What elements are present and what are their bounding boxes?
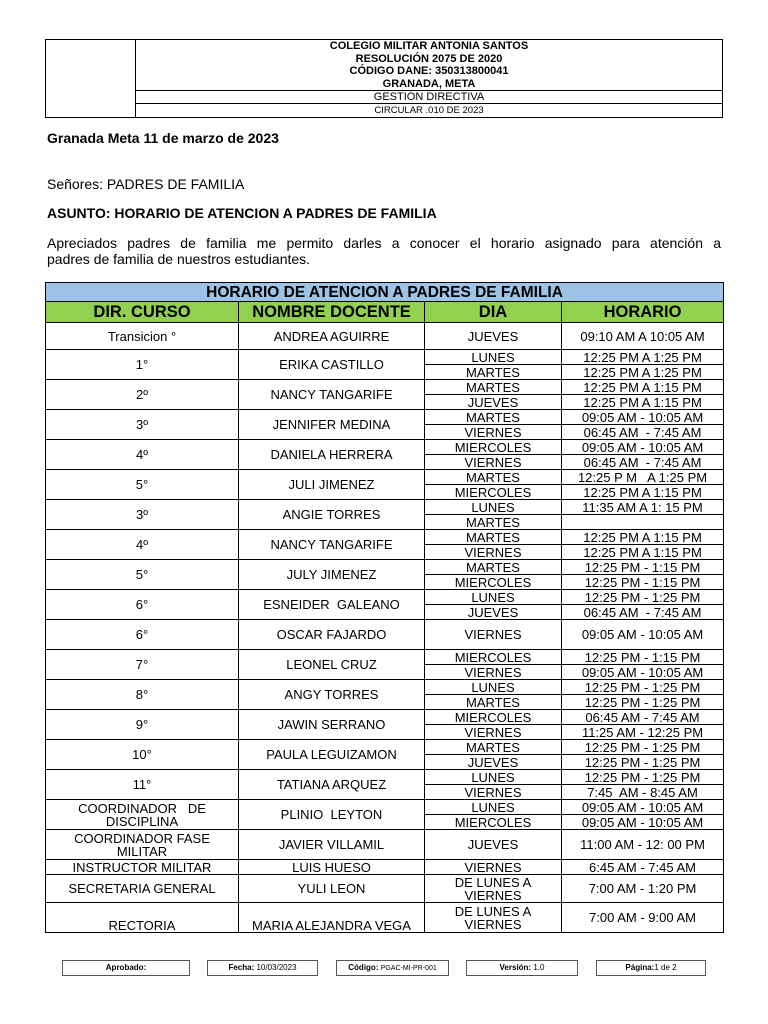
table-row — [46, 875, 724, 903]
cell-horario: 06:45 AM - 7:45 AM — [562, 455, 724, 470]
table-title-row — [46, 283, 724, 302]
cell-docente: PLINIO LEYTON — [239, 800, 425, 830]
cell-curso: COORDINADOR FASE MILITAR — [46, 830, 239, 860]
cell-curso: 10° — [46, 740, 239, 770]
cell-dia: VIERNES — [425, 860, 562, 875]
cell-curso: RECTORIA — [46, 903, 239, 933]
table-row — [46, 470, 724, 485]
column-header-dia: DIA — [425, 302, 562, 323]
table-row — [46, 710, 724, 725]
cell-horario: 7:00 AM - 1:20 PM — [562, 875, 724, 903]
page-box — [596, 960, 706, 976]
date-value: 10/03/2023 — [256, 963, 297, 972]
cell-docente: ESNEIDER GALEANO — [239, 590, 425, 620]
cell-dia: JUEVES — [425, 395, 562, 410]
circular-number: CIRCULAR .010 DE 2023 — [374, 105, 484, 116]
cell-dia: MARTES — [425, 470, 562, 485]
cell-dia: VIERNES — [425, 545, 562, 560]
cell-dia: LUNES — [425, 350, 562, 365]
city: GRANADA, META — [382, 77, 476, 90]
cell-dia: JUEVES — [425, 830, 562, 860]
cell-curso: 3º — [46, 500, 239, 530]
intro-paragraph — [47, 236, 721, 267]
cell-dia: MIERCOLES — [425, 710, 562, 725]
table-header-row — [46, 302, 724, 323]
cell-horario: 11:35 AM A 1: 15 PM — [562, 500, 724, 515]
cell-horario: 12:25 PM A 1:25 PM — [562, 365, 724, 380]
paragraph-line: Apreciados padres de familia me permito darles a conocer el horario asignado para atención a — [47, 235, 721, 251]
table-row — [46, 590, 724, 605]
cell-dia: MIERCOLES — [425, 650, 562, 665]
table-row — [46, 530, 724, 545]
table-row — [46, 860, 724, 875]
cell-horario: 12:25 PM - 1:25 PM — [562, 590, 724, 605]
cell-horario: 12:25 PM A 1:15 PM — [562, 485, 724, 500]
cell-curso: 11° — [46, 770, 239, 800]
cell-horario: 09:05 AM - 10:05 AM — [562, 410, 724, 425]
table-title: HORARIO DE ATENCION A PADRES DE FAMILIA — [46, 283, 724, 302]
column-header-docente: NOMBRE DOCENTE — [239, 302, 425, 323]
cell-docente: YULI LEON — [239, 875, 425, 903]
cell-docente: ERIKA CASTILLO — [239, 350, 425, 380]
schedule-table — [45, 282, 724, 933]
cell-dia: VIERNES — [425, 620, 562, 650]
cell-dia: LUNES — [425, 590, 562, 605]
cell-horario: 12:25 PM - 1:25 PM — [562, 680, 724, 695]
cell-curso: SECRETARIA GENERAL — [46, 875, 239, 903]
cell-horario: 7:45 AM - 8:45 AM — [562, 785, 724, 800]
cell-docente: JAVIER VILLAMIL — [239, 830, 425, 860]
cell-horario: 09:05 AM - 10:05 AM — [562, 620, 724, 650]
cell-curso: 6° — [46, 620, 239, 650]
cell-curso: 7° — [46, 650, 239, 680]
cell-horario: 12:25 PM A 1:15 PM — [562, 530, 724, 545]
cell-dia: MARTES — [425, 365, 562, 380]
cell-curso: COORDINADOR DE DISCIPLINA — [46, 800, 239, 830]
cell-dia: VIERNES — [425, 725, 562, 740]
table-row — [46, 650, 724, 665]
cell-dia: LUNES — [425, 800, 562, 815]
approved-label: Aprobado: — [105, 963, 147, 972]
date-label: Fecha: — [228, 963, 255, 972]
table-row — [46, 830, 724, 860]
cell-dia: MARTES — [425, 740, 562, 755]
cell-docente: LEONEL CRUZ — [239, 650, 425, 680]
subject-line: ASUNTO: HORARIO DE ATENCION A PADRES DE FAMILIA — [47, 205, 437, 221]
cell-curso: INSTRUCTOR MILITAR — [46, 860, 239, 875]
table-row — [46, 350, 724, 365]
cell-docente: MARIA ALEJANDRA VEGA — [239, 903, 425, 933]
cell-dia: MARTES — [425, 695, 562, 710]
table-row — [46, 440, 724, 455]
column-header-horario: HORARIO — [562, 302, 724, 323]
cell-horario: 12:25 PM A 1:25 PM — [562, 350, 724, 365]
cell-curso: 1° — [46, 350, 239, 380]
cell-curso: 2º — [46, 380, 239, 410]
cell-curso: 9° — [46, 710, 239, 740]
cell-horario: 12:25 PM - 1:25 PM — [562, 740, 724, 755]
version-label: Versión: — [499, 963, 532, 972]
table-row — [46, 740, 724, 755]
cell-dia: LUNES — [425, 500, 562, 515]
cell-horario: 12:25 PM A 1:15 PM — [562, 395, 724, 410]
page-label: Página: — [625, 963, 655, 972]
cell-docente: ANDREA AGUIRRE — [239, 323, 425, 350]
cell-dia: JUEVES — [425, 755, 562, 770]
cell-dia: LUNES — [425, 680, 562, 695]
cell-horario: 06:45 AM - 7:45 AM — [562, 605, 724, 620]
cell-dia: MIERCOLES — [425, 440, 562, 455]
paragraph-line: padres de familia de nuestros estudiantes. — [47, 250, 311, 267]
cell-docente: OSCAR FAJARDO — [239, 620, 425, 650]
code-value: PGAC-MI-PR-001 — [380, 965, 437, 972]
table-row — [46, 620, 724, 650]
cell-horario: 11:00 AM - 12: 00 PM — [562, 830, 724, 860]
schedule-body — [46, 323, 724, 933]
cell-horario: 12:25 P M A 1:25 PM — [562, 470, 724, 485]
cell-dia: DE LUNES A VIERNES — [425, 875, 562, 903]
cell-horario: 09:05 AM - 10:05 AM — [562, 665, 724, 680]
cell-horario: 12:25 PM - 1:15 PM — [562, 650, 724, 665]
cell-horario: 12:25 PM - 1:25 PM — [562, 755, 724, 770]
cell-dia: VIERNES — [425, 665, 562, 680]
cell-horario: 06:45 AM - 7:45 AM — [562, 425, 724, 440]
cell-docente: ANGY TORRES — [239, 680, 425, 710]
date-line: Granada Meta 11 de marzo de 2023 — [47, 130, 279, 146]
cell-horario: 12:25 PM A 1:15 PM — [562, 545, 724, 560]
document-header — [45, 39, 723, 118]
cell-docente: JULY JIMENEZ — [239, 560, 425, 590]
header-info — [136, 40, 722, 117]
table-row — [46, 410, 724, 425]
cell-docente: LUIS HUESO — [239, 860, 425, 875]
cell-dia: VIERNES — [425, 455, 562, 470]
management-area: GESTIÓN DIRECTIVA — [136, 91, 722, 104]
cell-horario: 09:05 AM - 10:05 AM — [562, 815, 724, 830]
cell-docente: NANCY TANGARIFE — [239, 530, 425, 560]
table-row — [46, 903, 724, 933]
table-row — [46, 680, 724, 695]
cell-curso: 5° — [46, 470, 239, 500]
code-box — [336, 960, 449, 976]
table-row — [46, 380, 724, 395]
cell-curso: 4º — [46, 530, 239, 560]
table-row — [46, 770, 724, 785]
column-header-curso: DIR. CURSO — [46, 302, 239, 323]
cell-horario: 09:10 AM A 10:05 AM — [562, 323, 724, 350]
cell-docente: NANCY TANGARIFE — [239, 380, 425, 410]
approved-box — [62, 960, 190, 976]
cell-dia: MIERCOLES — [425, 575, 562, 590]
cell-horario: 12:25 PM - 1:15 PM — [562, 560, 724, 575]
cell-dia: MARTES — [425, 410, 562, 425]
school-name: COLEGIO MILITAR ANTONIA SANTOS — [329, 40, 529, 52]
cell-dia: MARTES — [425, 560, 562, 575]
table-row — [46, 560, 724, 575]
cell-docente: ANGIE TORRES — [239, 500, 425, 530]
resolution: RESOLUCIÓN 2075 DE 2020 — [355, 52, 503, 65]
table-row — [46, 800, 724, 815]
code-label: Código: — [348, 963, 379, 972]
cell-docente: JULI JIMENEZ — [239, 470, 425, 500]
cell-horario: 12:25 PM A 1:15 PM — [562, 380, 724, 395]
version-box — [466, 960, 578, 976]
cell-curso: 6° — [46, 590, 239, 620]
cell-dia: MARTES — [425, 530, 562, 545]
cell-dia: LUNES — [425, 770, 562, 785]
version-value: 1.0 — [533, 963, 545, 972]
cell-curso: Transicion ° — [46, 323, 239, 350]
cell-horario: 12:25 PM - 1:15 PM — [562, 575, 724, 590]
cell-dia: MARTES — [425, 515, 562, 530]
date-box — [207, 960, 318, 976]
cell-docente: PAULA LEGUIZAMON — [239, 740, 425, 770]
cell-dia: VIERNES — [425, 425, 562, 440]
cell-docente: JAWIN SERRANO — [239, 710, 425, 740]
cell-dia: VIERNES — [425, 785, 562, 800]
cell-dia: JUEVES — [425, 605, 562, 620]
cell-docente: TATIANA ARQUEZ — [239, 770, 425, 800]
table-row — [46, 500, 724, 515]
cell-horario: 09:05 AM - 10:05 AM — [562, 800, 724, 815]
school-info — [136, 40, 722, 91]
cell-dia: MARTES — [425, 380, 562, 395]
table-row — [46, 323, 724, 350]
cell-horario: 12:25 PM - 1:25 PM — [562, 770, 724, 785]
recipients: Señores: PADRES DE FAMILIA — [47, 176, 245, 192]
cell-curso: 5° — [46, 560, 239, 590]
cell-curso: 8° — [46, 680, 239, 710]
cell-dia: JUEVES — [425, 323, 562, 350]
cell-horario: 09:05 AM - 10:05 AM — [562, 440, 724, 455]
cell-horario: 7:00 AM - 9:00 AM — [562, 903, 724, 933]
cell-docente: DANIELA HERRERA — [239, 440, 425, 470]
page-value: 1 de 2 — [654, 963, 677, 972]
cell-curso: 4º — [46, 440, 239, 470]
cell-dia: DE LUNES A VIERNES — [425, 903, 562, 933]
cell-horario: 11:25 AM - 12:25 PM — [562, 725, 724, 740]
cell-horario: 06:45 AM - 7:45 AM — [562, 710, 724, 725]
logo-placeholder — [46, 40, 136, 117]
cell-horario: 6:45 AM - 7:45 AM — [562, 860, 724, 875]
dane-code: CÓDIGO DANE: 350313800041 — [349, 65, 509, 77]
cell-horario: 12:25 PM - 1:25 PM — [562, 695, 724, 710]
cell-curso: 3º — [46, 410, 239, 440]
cell-docente: JENNIFER MEDINA — [239, 410, 425, 440]
cell-dia: MIERCOLES — [425, 815, 562, 830]
cell-horario — [562, 515, 724, 530]
cell-dia: MIERCOLES — [425, 485, 562, 500]
